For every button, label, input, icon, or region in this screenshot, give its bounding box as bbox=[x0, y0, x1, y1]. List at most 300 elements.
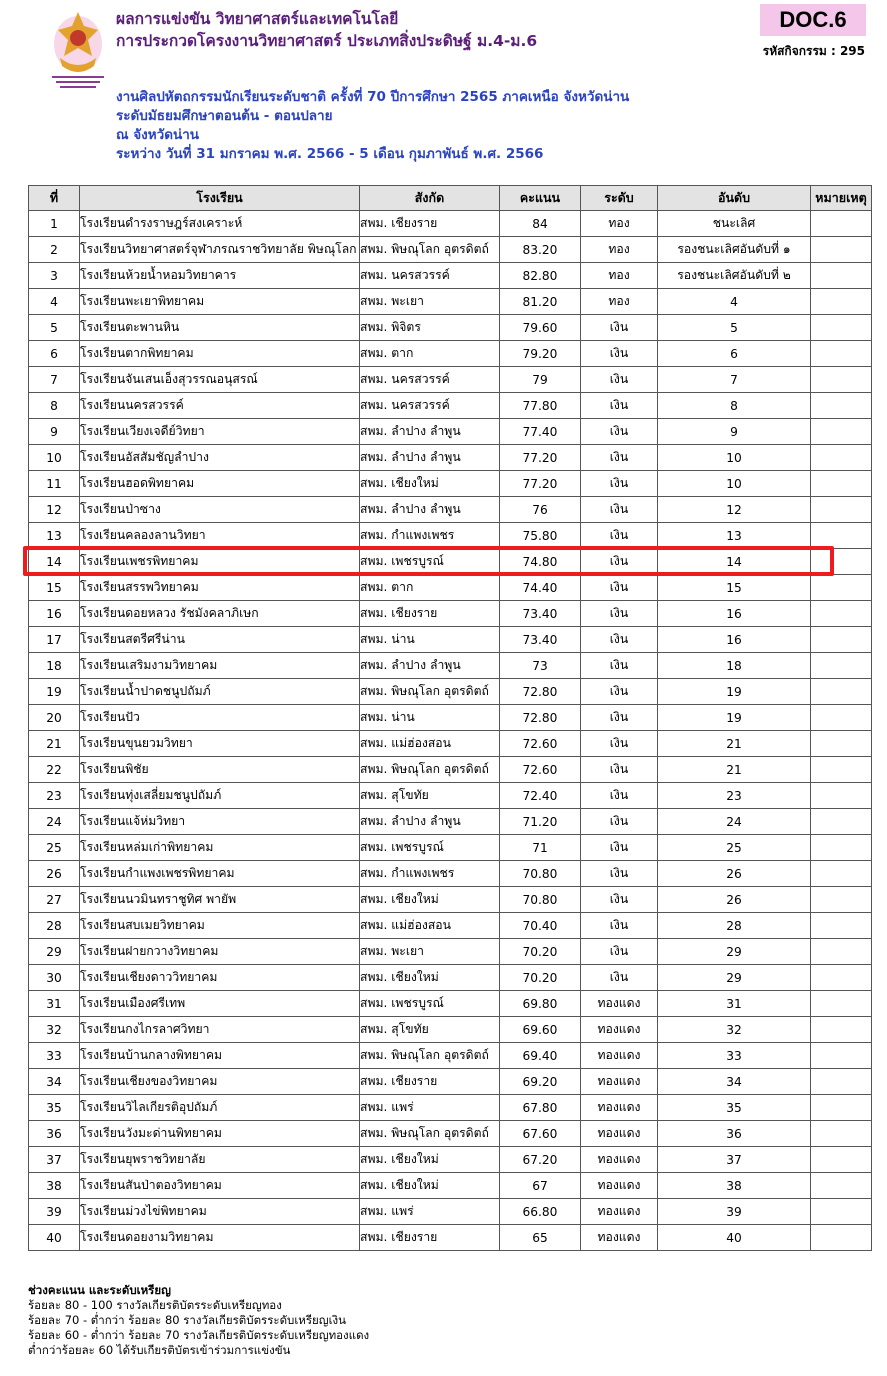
cell-school: โรงเรียนเชียงของวิทยาคม bbox=[80, 1069, 360, 1095]
legend-heading: ช่วงคะแนน และระดับเหรียญ bbox=[28, 1283, 171, 1297]
cell-rank: 18 bbox=[658, 653, 811, 679]
cell-no: 35 bbox=[29, 1095, 80, 1121]
cell-school: โรงเรียนพะเยาพิทยาคม bbox=[80, 289, 360, 315]
table-row bbox=[29, 991, 872, 1017]
cell-rank: 10 bbox=[658, 471, 811, 497]
table-row bbox=[29, 393, 872, 419]
cell-note bbox=[811, 861, 872, 887]
cell-affiliation: สพม. เชียงใหม่ bbox=[360, 1147, 500, 1173]
cell-note bbox=[811, 809, 872, 835]
cell-no: 22 bbox=[29, 757, 80, 783]
cell-affiliation: สพม. เชียงราย bbox=[360, 211, 500, 237]
cell-no: 39 bbox=[29, 1199, 80, 1225]
table-row bbox=[29, 367, 872, 393]
cell-school: โรงเรียนน้ำปาดชนูปถัมภ์ bbox=[80, 679, 360, 705]
cell-note bbox=[811, 1225, 872, 1251]
cell-score: 69.20 bbox=[500, 1069, 581, 1095]
cell-rank: 19 bbox=[658, 705, 811, 731]
cell-no: 16 bbox=[29, 601, 80, 627]
cell-rank: 38 bbox=[658, 1173, 811, 1199]
table-row bbox=[29, 289, 872, 315]
cell-no: 34 bbox=[29, 1069, 80, 1095]
cell-rank: 26 bbox=[658, 887, 811, 913]
table-row bbox=[29, 783, 872, 809]
legend-line: ต่ำกว่าร้อยละ 60 ได้รับเกียรติบัตรเข้าร่วมการแข่งขัน bbox=[28, 1343, 291, 1357]
cell-note bbox=[811, 913, 872, 939]
cell-rank: 4 bbox=[658, 289, 811, 315]
title-line-1: ผลการแข่งขัน วิทยาศาสตร์และเทคโนโลยี bbox=[116, 10, 399, 28]
table-row bbox=[29, 627, 872, 653]
table-row bbox=[29, 575, 872, 601]
cell-note bbox=[811, 419, 872, 445]
cell-level: เงิน bbox=[581, 653, 658, 679]
cell-level: เงิน bbox=[581, 471, 658, 497]
cell-affiliation: สพม. สุโขทัย bbox=[360, 1017, 500, 1043]
cell-score: 79.60 bbox=[500, 315, 581, 341]
cell-school: โรงเรียนวิทยาศาสตร์จุฬาภรณราชวิทยาลัย พิษณุโลก bbox=[80, 237, 360, 263]
cell-school: โรงเรียนตากพิทยาคม bbox=[80, 341, 360, 367]
cell-affiliation: สพม. นครสวรรค์ bbox=[360, 367, 500, 393]
table-row bbox=[29, 679, 872, 705]
cell-score: 77.80 bbox=[500, 393, 581, 419]
cell-school: โรงเรียนสตรีศรีน่าน bbox=[80, 627, 360, 653]
cell-no: 32 bbox=[29, 1017, 80, 1043]
table-row bbox=[29, 263, 872, 289]
cell-level: เงิน bbox=[581, 315, 658, 341]
col-header-score: คะแนน bbox=[500, 186, 581, 211]
cell-school: โรงเรียนดอยงามวิทยาคม bbox=[80, 1225, 360, 1251]
cell-no: 29 bbox=[29, 939, 80, 965]
cell-level: เงิน bbox=[581, 965, 658, 991]
cell-rank: 35 bbox=[658, 1095, 811, 1121]
cell-school: โรงเรียนยุพราชวิทยาลัย bbox=[80, 1147, 360, 1173]
cell-affiliation: สพม. น่าน bbox=[360, 705, 500, 731]
cell-note bbox=[811, 1095, 872, 1121]
cell-score: 74.40 bbox=[500, 575, 581, 601]
cell-affiliation: สพม. พิษณุโลก อุตรดิตถ์ bbox=[360, 237, 500, 263]
cell-affiliation: สพม. น่าน bbox=[360, 627, 500, 653]
cell-school: โรงเรียนสรรพวิทยาคม bbox=[80, 575, 360, 601]
cell-no: 3 bbox=[29, 263, 80, 289]
table-row bbox=[29, 341, 872, 367]
cell-no: 40 bbox=[29, 1225, 80, 1251]
cell-note bbox=[811, 237, 872, 263]
cell-score: 72.80 bbox=[500, 705, 581, 731]
cell-affiliation: สพม. ลำปาง ลำพูน bbox=[360, 445, 500, 471]
cell-school: โรงเรียนป่าซาง bbox=[80, 497, 360, 523]
col-header-school: โรงเรียน bbox=[80, 186, 360, 211]
cell-no: 11 bbox=[29, 471, 80, 497]
activity-code: รหัสกิจกรรม : 295 bbox=[762, 44, 865, 58]
cell-affiliation: สพม. ลำปาง ลำพูน bbox=[360, 809, 500, 835]
cell-school: โรงเรียนเสริมงามวิทยาคม bbox=[80, 653, 360, 679]
cell-no: 1 bbox=[29, 211, 80, 237]
cell-no: 28 bbox=[29, 913, 80, 939]
cell-rank: 29 bbox=[658, 965, 811, 991]
cell-rank: 32 bbox=[658, 1017, 811, 1043]
table-body bbox=[29, 211, 872, 1251]
cell-school: โรงเรียนจันเสนเอ็งสุวรรณอนุสรณ์ bbox=[80, 367, 360, 393]
table-row bbox=[29, 523, 872, 549]
cell-note bbox=[811, 653, 872, 679]
table-row bbox=[29, 497, 872, 523]
col-header-rank: อันดับ bbox=[658, 186, 811, 211]
cell-score: 67.60 bbox=[500, 1121, 581, 1147]
cell-level: เงิน bbox=[581, 861, 658, 887]
table-row bbox=[29, 1199, 872, 1225]
event-line-2: ระดับมัธยมศึกษาตอนต้น - ตอนปลาย bbox=[116, 108, 333, 124]
cell-note bbox=[811, 1147, 872, 1173]
cell-no: 33 bbox=[29, 1043, 80, 1069]
cell-no: 19 bbox=[29, 679, 80, 705]
cell-affiliation: สพม. เชียงราย bbox=[360, 601, 500, 627]
cell-rank: 21 bbox=[658, 757, 811, 783]
table-row bbox=[29, 1121, 872, 1147]
cell-school: โรงเรียนเชียงดาววิทยาคม bbox=[80, 965, 360, 991]
cell-level: ทองแดง bbox=[581, 1225, 658, 1251]
cell-school: โรงเรียนห้วยน้ำหอมวิทยาคาร bbox=[80, 263, 360, 289]
cell-level: ทองแดง bbox=[581, 1017, 658, 1043]
table-row bbox=[29, 705, 872, 731]
cell-level: เงิน bbox=[581, 783, 658, 809]
cell-no: 38 bbox=[29, 1173, 80, 1199]
event-line-3: ณ จังหวัดน่าน bbox=[116, 127, 200, 143]
table-row bbox=[29, 731, 872, 757]
cell-affiliation: สพม. พะเยา bbox=[360, 289, 500, 315]
cell-school: โรงเรียนนวมินทราชูทิศ พายัพ bbox=[80, 887, 360, 913]
cell-affiliation: สพม. ลำปาง ลำพูน bbox=[360, 653, 500, 679]
cell-note bbox=[811, 523, 872, 549]
cell-affiliation: สพม. แพร่ bbox=[360, 1199, 500, 1225]
cell-score: 76 bbox=[500, 497, 581, 523]
cell-note bbox=[811, 289, 872, 315]
cell-rank: 26 bbox=[658, 861, 811, 887]
col-header-no: ที่ bbox=[29, 186, 80, 211]
cell-school: โรงเรียนแจ้ห่มวิทยา bbox=[80, 809, 360, 835]
cell-level: ทอง bbox=[581, 289, 658, 315]
cell-rank: 34 bbox=[658, 1069, 811, 1095]
cell-level: เงิน bbox=[581, 913, 658, 939]
cell-level: เงิน bbox=[581, 809, 658, 835]
table-row bbox=[29, 1147, 872, 1173]
cell-no: 31 bbox=[29, 991, 80, 1017]
cell-affiliation: สพม. เชียงใหม่ bbox=[360, 965, 500, 991]
cell-rank: 12 bbox=[658, 497, 811, 523]
table-row bbox=[29, 1043, 872, 1069]
doc-code-badge: DOC.6 bbox=[760, 4, 866, 36]
cell-rank: 39 bbox=[658, 1199, 811, 1225]
cell-note bbox=[811, 783, 872, 809]
medal-legend bbox=[28, 1283, 369, 1358]
cell-affiliation: สพม. พิษณุโลก อุตรดิตถ์ bbox=[360, 1121, 500, 1147]
cell-level: เงิน bbox=[581, 549, 658, 575]
cell-level: เงิน bbox=[581, 341, 658, 367]
cell-rank: 14 bbox=[658, 549, 811, 575]
cell-score: 69.60 bbox=[500, 1017, 581, 1043]
cell-no: 20 bbox=[29, 705, 80, 731]
cell-school: โรงเรียนทุ่งเสลี่ยมชนูปถัมภ์ bbox=[80, 783, 360, 809]
cell-score: 73.40 bbox=[500, 601, 581, 627]
cell-rank: 9 bbox=[658, 419, 811, 445]
results-table bbox=[28, 185, 872, 1251]
cell-score: 72.80 bbox=[500, 679, 581, 705]
table-row bbox=[29, 1095, 872, 1121]
table-row bbox=[29, 757, 872, 783]
cell-school: โรงเรียนพิชัย bbox=[80, 757, 360, 783]
table-row bbox=[29, 237, 872, 263]
title-line-2: การประกวดโครงงานวิทยาศาสตร์ ประเภทสิ่งประดิษฐ์ ม.4-ม.6 bbox=[116, 32, 538, 50]
cell-affiliation: สพม. แม่ฮ่องสอน bbox=[360, 913, 500, 939]
event-logo-icon bbox=[44, 6, 112, 94]
cell-score: 67.20 bbox=[500, 1147, 581, 1173]
cell-score: 72.60 bbox=[500, 731, 581, 757]
cell-note bbox=[811, 1043, 872, 1069]
cell-rank: 28 bbox=[658, 913, 811, 939]
cell-affiliation: สพม. เพชรบูรณ์ bbox=[360, 991, 500, 1017]
cell-school: โรงเรียนดอยหลวง รัชมังคลาภิเษก bbox=[80, 601, 360, 627]
cell-school: โรงเรียนหล่มเก่าพิทยาคม bbox=[80, 835, 360, 861]
cell-affiliation: สพม. แพร่ bbox=[360, 1095, 500, 1121]
cell-school: โรงเรียนกงไกรลาศวิทยา bbox=[80, 1017, 360, 1043]
highlight-box bbox=[23, 546, 834, 576]
table-row bbox=[29, 419, 872, 445]
cell-note bbox=[811, 991, 872, 1017]
cell-note bbox=[811, 939, 872, 965]
table-row bbox=[29, 939, 872, 965]
cell-no: 12 bbox=[29, 497, 80, 523]
cell-level: ทองแดง bbox=[581, 1199, 658, 1225]
cell-no: 27 bbox=[29, 887, 80, 913]
cell-rank: 31 bbox=[658, 991, 811, 1017]
cell-rank: 16 bbox=[658, 627, 811, 653]
table-row bbox=[29, 913, 872, 939]
cell-school: โรงเรียนกำแพงเพชรพิทยาคม bbox=[80, 861, 360, 887]
cell-school: โรงเรียนตะพานหิน bbox=[80, 315, 360, 341]
cell-affiliation: สพม. แม่ฮ่องสอน bbox=[360, 731, 500, 757]
cell-level: เงิน bbox=[581, 627, 658, 653]
cell-affiliation: สพม. เชียงใหม่ bbox=[360, 887, 500, 913]
cell-no: 17 bbox=[29, 627, 80, 653]
cell-score: 71.20 bbox=[500, 809, 581, 835]
cell-school: โรงเรียนดำรงราษฎร์สงเคราะห์ bbox=[80, 211, 360, 237]
cell-rank: 15 bbox=[658, 575, 811, 601]
cell-affiliation: สพม. ตาก bbox=[360, 575, 500, 601]
legend-line: ร้อยละ 80 - 100 รางวัลเกียรติบัตรระดับเหรียญทอง bbox=[28, 1298, 282, 1312]
cell-rank: 36 bbox=[658, 1121, 811, 1147]
table-row bbox=[29, 1173, 872, 1199]
cell-affiliation: สพม. กำแพงเพชร bbox=[360, 861, 500, 887]
cell-level: ทองแดง bbox=[581, 991, 658, 1017]
cell-score: 72.40 bbox=[500, 783, 581, 809]
cell-note bbox=[811, 835, 872, 861]
cell-no: 13 bbox=[29, 523, 80, 549]
cell-rank: 7 bbox=[658, 367, 811, 393]
cell-note bbox=[811, 263, 872, 289]
table-row bbox=[29, 1225, 872, 1251]
cell-note bbox=[811, 315, 872, 341]
cell-school: โรงเรียนสันป่าตองวิทยาคม bbox=[80, 1173, 360, 1199]
page-title bbox=[116, 8, 537, 52]
cell-no: 30 bbox=[29, 965, 80, 991]
cell-note bbox=[811, 445, 872, 471]
cell-level: ทองแดง bbox=[581, 1069, 658, 1095]
cell-affiliation: สพม. ตาก bbox=[360, 341, 500, 367]
cell-rank: ชนะเลิศ bbox=[658, 211, 811, 237]
cell-score: 70.80 bbox=[500, 861, 581, 887]
table-row bbox=[29, 835, 872, 861]
cell-note bbox=[811, 575, 872, 601]
cell-rank: 6 bbox=[658, 341, 811, 367]
cell-rank: 25 bbox=[658, 835, 811, 861]
cell-note bbox=[811, 341, 872, 367]
cell-affiliation: สพม. กำแพงเพชร bbox=[360, 523, 500, 549]
cell-level: เงิน bbox=[581, 679, 658, 705]
cell-rank: 13 bbox=[658, 523, 811, 549]
cell-level: เงิน bbox=[581, 601, 658, 627]
event-info bbox=[116, 88, 629, 164]
cell-score: 83.20 bbox=[500, 237, 581, 263]
cell-no: 7 bbox=[29, 367, 80, 393]
cell-affiliation: สพม. เชียงราย bbox=[360, 1225, 500, 1251]
cell-no: 36 bbox=[29, 1121, 80, 1147]
cell-rank: 21 bbox=[658, 731, 811, 757]
cell-rank: 29 bbox=[658, 939, 811, 965]
legend-line: ร้อยละ 70 - ต่ำกว่า ร้อยละ 80 รางวัลเกียรติบัตรระดับเหรียญเงิน bbox=[28, 1313, 346, 1327]
cell-level: ทองแดง bbox=[581, 1095, 658, 1121]
cell-level: เงิน bbox=[581, 887, 658, 913]
cell-note bbox=[811, 965, 872, 991]
table-row bbox=[29, 887, 872, 913]
cell-affiliation: สพม. เพชรบูรณ์ bbox=[360, 549, 500, 575]
cell-affiliation: สพม. ลำปาง ลำพูน bbox=[360, 419, 500, 445]
cell-level: ทองแดง bbox=[581, 1121, 658, 1147]
cell-score: 84 bbox=[500, 211, 581, 237]
cell-note bbox=[811, 705, 872, 731]
cell-score: 77.20 bbox=[500, 445, 581, 471]
cell-level: เงิน bbox=[581, 367, 658, 393]
col-header-level: ระดับ bbox=[581, 186, 658, 211]
cell-no: 37 bbox=[29, 1147, 80, 1173]
event-line-4: ระหว่าง วันที่ 31 มกราคม พ.ศ. 2566 - 5 เดือน กุมภาพันธ์ พ.ศ. 2566 bbox=[116, 146, 544, 162]
cell-no: 24 bbox=[29, 809, 80, 835]
cell-school: โรงเรียนบ้านกลางพิทยาคม bbox=[80, 1043, 360, 1069]
cell-level: ทอง bbox=[581, 263, 658, 289]
cell-rank: รองชนะเลิศอันดับที่ ๒ bbox=[658, 263, 811, 289]
table-header-row bbox=[29, 186, 872, 211]
cell-affiliation: สพม. นครสวรรค์ bbox=[360, 263, 500, 289]
cell-score: 81.20 bbox=[500, 289, 581, 315]
cell-affiliation: สพม. พิษณุโลก อุตรดิตถ์ bbox=[360, 757, 500, 783]
cell-level: เงิน bbox=[581, 835, 658, 861]
cell-level: ทองแดง bbox=[581, 1147, 658, 1173]
cell-level: เงิน bbox=[581, 419, 658, 445]
cell-score: 70.80 bbox=[500, 887, 581, 913]
table-row bbox=[29, 211, 872, 237]
cell-school: โรงเรียนฮอดพิทยาคม bbox=[80, 471, 360, 497]
cell-level: เงิน bbox=[581, 705, 658, 731]
cell-score: 66.80 bbox=[500, 1199, 581, 1225]
cell-no: 5 bbox=[29, 315, 80, 341]
cell-affiliation: สพม. เพชรบูรณ์ bbox=[360, 835, 500, 861]
cell-score: 69.40 bbox=[500, 1043, 581, 1069]
cell-affiliation: สพม. ลำปาง ลำพูน bbox=[360, 497, 500, 523]
cell-level: ทอง bbox=[581, 211, 658, 237]
cell-note bbox=[811, 471, 872, 497]
cell-level: เงิน bbox=[581, 393, 658, 419]
cell-level: เงิน bbox=[581, 497, 658, 523]
cell-note bbox=[811, 627, 872, 653]
cell-rank: 33 bbox=[658, 1043, 811, 1069]
cell-score: 65 bbox=[500, 1225, 581, 1251]
cell-affiliation: สพม. เชียงราย bbox=[360, 1069, 500, 1095]
cell-score: 67.80 bbox=[500, 1095, 581, 1121]
cell-note bbox=[811, 1199, 872, 1225]
cell-score: 73 bbox=[500, 653, 581, 679]
table-row bbox=[29, 315, 872, 341]
cell-level: เงิน bbox=[581, 939, 658, 965]
cell-note bbox=[811, 211, 872, 237]
event-line-1: งานศิลปหัตถกรรมนักเรียนระดับชาติ ครั้งที่ 70 ปีการศึกษา 2565 ภาคเหนือ จังหวัดน่าน bbox=[116, 89, 630, 105]
col-header-note: หมายเหตุ bbox=[811, 186, 872, 211]
cell-level: เงิน bbox=[581, 731, 658, 757]
cell-affiliation: สพม. เชียงใหม่ bbox=[360, 471, 500, 497]
cell-school: โรงเรียนขุนยวมวิทยา bbox=[80, 731, 360, 757]
cell-score: 73.40 bbox=[500, 627, 581, 653]
cell-school: โรงเรียนเวียงเจดีย์วิทยา bbox=[80, 419, 360, 445]
table-row bbox=[29, 1069, 872, 1095]
cell-score: 67 bbox=[500, 1173, 581, 1199]
cell-rank: 37 bbox=[658, 1147, 811, 1173]
cell-rank: 24 bbox=[658, 809, 811, 835]
cell-note bbox=[811, 1173, 872, 1199]
cell-no: 15 bbox=[29, 575, 80, 601]
cell-score: 77.20 bbox=[500, 471, 581, 497]
cell-level: ทอง bbox=[581, 237, 658, 263]
cell-affiliation: สพม. เชียงใหม่ bbox=[360, 1173, 500, 1199]
cell-school: โรงเรียนวิไลเกียรติอุปถัมภ์ bbox=[80, 1095, 360, 1121]
cell-level: ทองแดง bbox=[581, 1173, 658, 1199]
cell-score: 70.20 bbox=[500, 939, 581, 965]
cell-note bbox=[811, 367, 872, 393]
cell-school: โรงเรียนปัว bbox=[80, 705, 360, 731]
cell-note bbox=[811, 393, 872, 419]
cell-school: โรงเรียนวังมะด่านพิทยาคม bbox=[80, 1121, 360, 1147]
cell-score: 70.20 bbox=[500, 965, 581, 991]
table-row bbox=[29, 861, 872, 887]
cell-school: โรงเรียนสบเมยวิทยาคม bbox=[80, 913, 360, 939]
cell-no: 26 bbox=[29, 861, 80, 887]
cell-note bbox=[811, 601, 872, 627]
cell-rank: 10 bbox=[658, 445, 811, 471]
cell-school: โรงเรียนฝายกวางวิทยาคม bbox=[80, 939, 360, 965]
cell-no: 14 bbox=[29, 549, 80, 575]
cell-score: 71 bbox=[500, 835, 581, 861]
cell-note bbox=[811, 497, 872, 523]
cell-note bbox=[811, 887, 872, 913]
table-row bbox=[29, 965, 872, 991]
cell-score: 72.60 bbox=[500, 757, 581, 783]
cell-no: 18 bbox=[29, 653, 80, 679]
cell-level: เงิน bbox=[581, 523, 658, 549]
cell-school: โรงเรียนเพชรพิทยาคม bbox=[80, 549, 360, 575]
table-row bbox=[29, 471, 872, 497]
cell-affiliation: สพม. พิจิตร bbox=[360, 315, 500, 341]
cell-no: 21 bbox=[29, 731, 80, 757]
cell-note bbox=[811, 1017, 872, 1043]
cell-no: 4 bbox=[29, 289, 80, 315]
cell-affiliation: สพม. พะเยา bbox=[360, 939, 500, 965]
cell-note bbox=[811, 731, 872, 757]
